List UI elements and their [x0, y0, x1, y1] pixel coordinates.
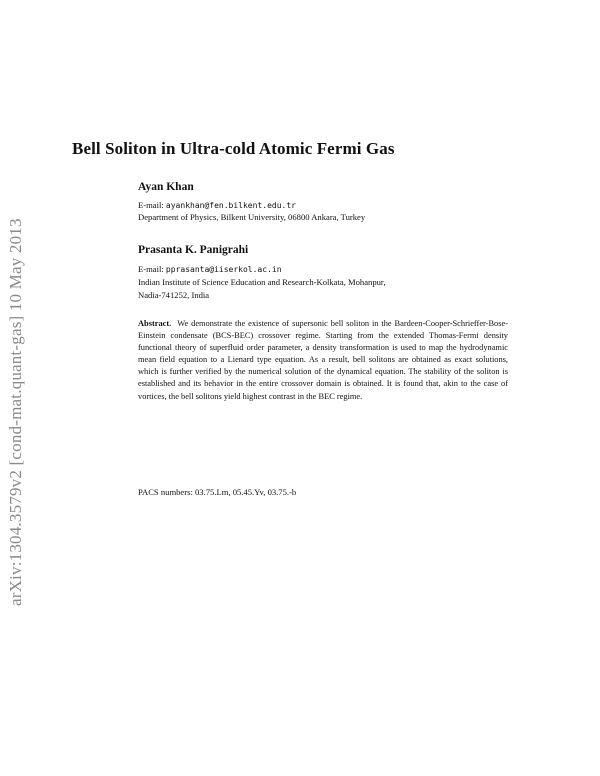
author-email[interactable]: pprasanta@iiserkol.ac.in: [165, 265, 282, 274]
email-label: E-mail:: [138, 264, 166, 274]
author-name: Prasanta K. Panigrahi: [138, 244, 249, 256]
author-name: Ayan Khan: [138, 181, 194, 193]
author-email[interactable]: ayankhan@fen.bilkent.edu.tr: [165, 201, 296, 210]
author-affiliation: Indian Institute of Science Education and Research-Kolkata, Mohanpur,: [138, 277, 386, 287]
paper-title: Bell Soliton in Ultra-cold Atomic Fermi Gas: [72, 139, 395, 158]
author-affiliation: Nadia-741252, India: [138, 290, 210, 300]
abstract-text: We demonstrate the existence of supersonic bell soliton in the Bardeen-Cooper-Schrieffer-Bose-Einstein condensate (BCS-BEC) crossover regime. Starting from the extended Thomas-Fermi density functional theory of superfluid order parameter, a density transformation is used to map the hydrodynamic mean field equation to a Lienard type equation. As a result, bell solitons are obtained as exact solutions, which is further verified by the numerical solution of the dynamical equation. The stability of the soliton is established and its behavior in the entire crossover domain is obtained. It is found that, akin to the case of vortices, the bell solitons yield highest contrast in the BEC regime.: [138, 319, 508, 401]
author-email-line: [138, 200, 296, 210]
abstract-label: Abstract.: [138, 319, 172, 328]
abstract: [138, 318, 508, 403]
author-affiliation: Department of Physics, Bilkent University, 06800 Ankara, Turkey: [138, 212, 366, 222]
author-email-line: [138, 264, 282, 274]
email-label: E-mail:: [138, 200, 166, 210]
pacs-numbers: PACS numbers: 03.75.Lm, 05.45.Yv, 03.75.-b: [138, 487, 297, 497]
arxiv-identifier: arXiv:1304.3579v2 [cond-mat.quant-gas] 10 May 2013: [6, 218, 25, 606]
